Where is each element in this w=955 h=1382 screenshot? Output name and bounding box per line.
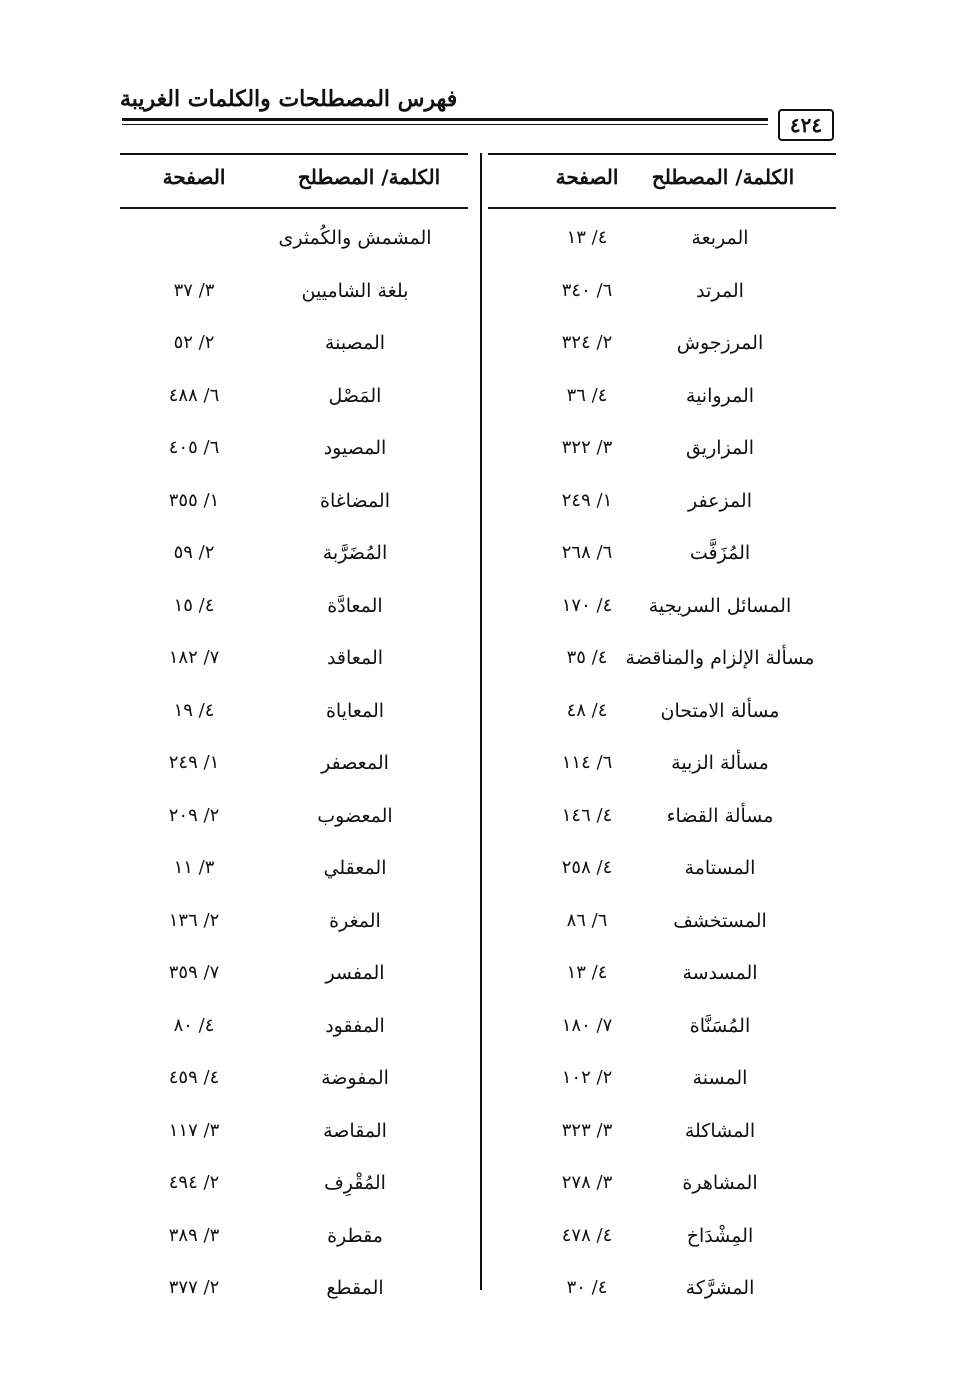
entry-page: ٣/ ١١	[173, 857, 215, 878]
entry-term: المعقلي	[323, 857, 387, 879]
entry-page: ٦/ ١١٤	[561, 752, 613, 773]
entry-term: المزعفر	[688, 489, 752, 512]
entry-page: ٤/ ١٥	[173, 594, 215, 616]
table-row	[488, 429, 836, 469]
entry-term: المروانية	[685, 384, 755, 407]
table-row	[488, 1217, 836, 1257]
table-row	[488, 219, 836, 259]
entry-page: ٧/ ٣٥٩	[168, 962, 220, 983]
table-row	[488, 1164, 836, 1204]
left-table	[120, 153, 468, 1299]
entry-page: ٦/ ٤٨٨	[168, 384, 220, 406]
table-row	[120, 692, 468, 732]
entry-page: ٢/ ٤٩٤	[168, 1172, 220, 1193]
entry-term: المعصفر	[321, 752, 389, 774]
table-row	[120, 639, 468, 679]
entry-page: ٧/ ١٨٢	[168, 647, 220, 668]
term-column-header: الكلمة/ المصطلح	[651, 165, 795, 189]
table-row	[120, 1164, 468, 1204]
table-header	[120, 153, 468, 205]
table-row	[120, 324, 468, 364]
entry-page: ٣/ ٢٧٨	[561, 1172, 613, 1193]
entry-term: المسنة	[692, 1067, 748, 1089]
entry-term: المفوضة	[321, 1067, 389, 1089]
entry-term: المِشْدَاخ	[686, 1224, 754, 1247]
entry-page: ١/ ٣٥٥	[168, 489, 220, 511]
table-row	[488, 324, 836, 364]
entry-term: مسألة القضاء	[666, 804, 774, 827]
entry-page: ٢/ ١٣٦	[168, 909, 220, 931]
table-row	[488, 534, 836, 574]
entry-page: ٢/ ٥٢	[173, 332, 215, 353]
entry-term: المعضوب	[317, 804, 393, 827]
entry-page: ٤/ ١٧٠	[561, 594, 613, 616]
table-row	[120, 377, 468, 417]
table-row	[120, 1217, 468, 1257]
entry-page: ٤/ ٤٥٩	[168, 1067, 220, 1088]
entry-page: ٤/ ١٤٦	[561, 804, 613, 826]
table-row	[488, 1112, 836, 1152]
entry-page: ٢/ ٢٠٩	[168, 804, 220, 826]
page-column-header: الصفحة	[162, 165, 226, 189]
table-row	[488, 849, 836, 889]
entry-page: ٣/ ٣٧	[173, 279, 215, 301]
table-row	[488, 692, 836, 732]
table-row	[488, 744, 836, 784]
entry-term: المعاقد	[326, 647, 384, 669]
entry-page: ٣/ ٣٢٣	[561, 1119, 613, 1141]
entry-term: المشمش والكُمثرى	[278, 227, 432, 249]
entry-term: المُزَفَّت	[689, 542, 751, 564]
table-row	[488, 797, 836, 837]
entry-page: ٦/ ٨٦	[566, 909, 608, 931]
table-header	[488, 153, 836, 205]
entry-term: المفقود	[325, 1014, 385, 1037]
entry-page: ٤/ ١٩	[173, 699, 215, 721]
entry-term: بلغة الشاميين	[301, 279, 409, 302]
entry-term: المسدسة	[682, 962, 758, 984]
left-header-top-rule	[120, 153, 468, 155]
entry-page: ٣/ ٣٢٢	[561, 437, 613, 458]
entry-term: مسألة الإلزام والمناقضة	[625, 647, 815, 669]
table-row	[120, 902, 468, 942]
entry-term: المستامة	[684, 857, 756, 879]
entry-term: المسائل السريجية	[648, 594, 792, 617]
entry-term: المشاكلة	[684, 1119, 756, 1142]
entry-term: المقطع	[326, 1277, 384, 1299]
entry-term: المزاريق	[685, 437, 755, 459]
entry-term: المشاهرة	[682, 1172, 758, 1194]
table-row	[120, 429, 468, 469]
table-row	[488, 482, 836, 522]
table-row	[120, 1059, 468, 1099]
entry-page: ٤/ ٤٧٨	[561, 1224, 613, 1246]
entry-term: المصيود	[323, 437, 387, 459]
table-row	[488, 954, 836, 994]
entry-term: المَصْل	[328, 384, 382, 407]
table-row	[488, 1269, 836, 1309]
page-number: ٤٢٤	[778, 109, 834, 141]
entry-term: المقاصة	[323, 1119, 387, 1142]
table-row	[488, 272, 836, 312]
entry-term: المُسَنَّاة	[689, 1014, 751, 1037]
entry-page: ٦/ ٣٤٠	[561, 279, 613, 301]
table-row	[120, 272, 468, 312]
entry-page: ٤/ ٣٦	[566, 384, 608, 406]
entry-page: ٤/ ٢٥٨	[561, 857, 613, 878]
entry-page: ٤/ ٤٨	[566, 699, 608, 721]
entry-page: ٤/ ٣٠	[566, 1277, 608, 1298]
page-column-header: الصفحة	[555, 165, 619, 189]
entry-term: المرتد	[696, 279, 744, 302]
entry-page: ٢/ ٥٩	[173, 542, 215, 563]
right-header-top-rule	[488, 153, 836, 155]
entry-term: مسألة الامتحان	[660, 699, 780, 722]
table-row	[120, 1007, 468, 1047]
entry-page: ٦/ ٤٠٥	[168, 437, 220, 458]
entry-term: المُقْرِف	[324, 1172, 386, 1194]
page-title: فهرس المصطلحات والكلمات الغريبة	[120, 86, 458, 112]
table-row	[120, 797, 468, 837]
entry-page: ٧/ ١٨٠	[561, 1014, 613, 1036]
left-header-bottom-rule	[120, 207, 468, 209]
table-row	[120, 1269, 468, 1309]
header-rule-thin	[122, 124, 768, 125]
table-row	[120, 534, 468, 574]
entry-term: المرزجوش	[676, 332, 764, 354]
entry-term: المُضَرَّبة	[322, 542, 388, 564]
entry-page: ١/ ٢٤٩	[561, 489, 613, 511]
table-row	[120, 744, 468, 784]
right-header-bottom-rule	[488, 207, 836, 209]
entry-page: ٢/ ١٠٢	[561, 1067, 613, 1088]
entry-page: ٢/ ٣٢٤	[561, 332, 613, 353]
table-row	[120, 1112, 468, 1152]
entry-page: ٣/ ١١٧	[168, 1119, 220, 1141]
table-row	[488, 639, 836, 679]
entry-page: ٦/ ٢٦٨	[561, 542, 613, 563]
entry-term: مسألة الزبية	[671, 752, 769, 774]
entry-term: المعاياة	[325, 699, 385, 722]
entry-page: ٣/ ٣٨٩	[168, 1224, 220, 1246]
table-row	[120, 954, 468, 994]
right-table	[488, 153, 836, 1299]
entry-page: ٤/ ١٣	[566, 227, 608, 248]
table-row	[488, 377, 836, 417]
header-rule-thick	[122, 118, 768, 121]
table-row	[120, 219, 468, 259]
entry-page: ٤/ ١٣	[566, 962, 608, 983]
entry-page: ٤/ ٣٥	[566, 647, 608, 668]
entry-term: المغرة	[329, 909, 381, 932]
entry-page: ١/ ٢٤٩	[168, 752, 220, 773]
entry-page: ٤/ ٨٠	[173, 1014, 215, 1036]
entry-term: المضاغاة	[320, 489, 390, 512]
entry-term: المصبنة	[324, 332, 386, 354]
table-row	[120, 587, 468, 627]
table-row	[488, 587, 836, 627]
table-row	[120, 482, 468, 522]
entry-term: مقطرة	[327, 1224, 383, 1247]
entry-term: المفسر	[325, 962, 385, 984]
table-row	[488, 902, 836, 942]
entry-term: المستخشف	[673, 909, 767, 932]
entry-term: المعادَّة	[327, 594, 383, 617]
entry-page: ٢/ ٣٧٧	[168, 1277, 220, 1298]
table-row	[120, 849, 468, 889]
entry-term: المربعة	[691, 227, 749, 249]
table-row	[488, 1007, 836, 1047]
entry-term: المشرَّكة	[685, 1277, 755, 1299]
term-column-header: الكلمة/ المصطلح	[297, 165, 441, 189]
table-row	[488, 1059, 836, 1099]
column-divider	[480, 153, 482, 1290]
